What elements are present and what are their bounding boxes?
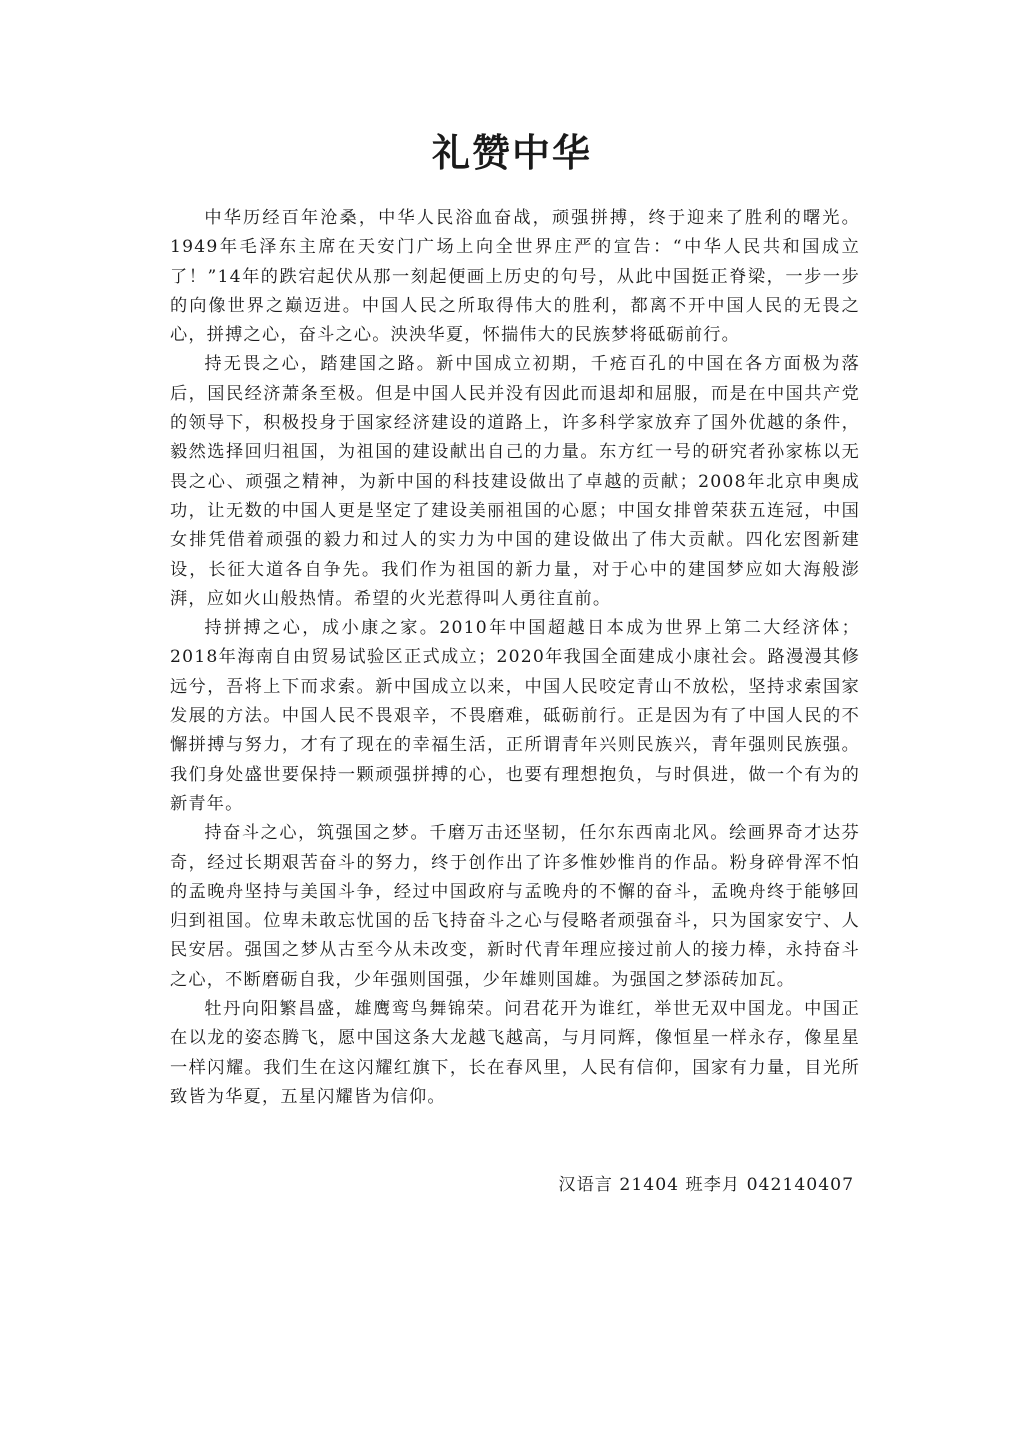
paragraph-striving-heart: 持拼搏之心，成小康之家。2010年中国超越日本成为世界上第二大经济体；2018年海南自由贸易试验区正式成立；2020年我国全面建成小康社会。路漫漫其修远兮，吾将上下而求索。新中国成立以来，中国人民咬定青山不放松，坚持求索国家发展的方法。中国人民不畏艰辛，不畏磨难，砥砺前行。正是因为有了中国人民的不懈拼搏与努力，才有了现在的幸福生活，正所谓青年兴则民族兴，青年强则民族强。我们身处盛世要保持一颗顽强拼搏的心，也要有理想抱负，与时俱进，做一个有为的新青年。 [170, 618, 860, 814]
paragraph-fearless-heart: 持无畏之心，踏建国之路。新中国成立初期，千疮百孔的中国在各方面极为落后，国民经济萧条至极。但是中国人民并没有因此而退却和屈服，而是在中国共产党的领导下，积极投身于国家经济建设的道路上，许多科学家放弃了国外优越的条件，毅然选择回归祖国，为祖国的建设献出自己的力量。东方红一号的研究者孙家栋以无畏之心、顽强之精神，为新中国的科技建设做出了卓越的贡献；2008年北京申奥成功，让无数的中国人更是坚定了建设美丽祖国的心愿；中国女排曾荣获五连冠，中国女排凭借着顽强的毅力和过人的实力为中国的建设做出了伟大贡献。四化宏图新建设，长征大道各自争先。我们作为祖国的新力量，对于心中的建国梦应如大海般澎湃，应如火山般热情。希望的火光惹得叫人勇往直前。 [170, 354, 860, 609]
paragraph-struggling-heart: 持奋斗之心，筑强国之梦。千磨万击还坚韧，任尔东西南北风。绘画界奇才达芬奇，经过长期艰苦奋斗的努力，终于创作出了许多惟妙惟肖的作品。粉身碎骨浑不怕的孟晚舟坚持与美国斗争，经过中国政府与孟晚舟的不懈的奋斗，孟晚舟终于能够回归到祖国。位卑未敢忘忧国的岳飞持奋斗之心与侵略者顽强奋斗，只为国家安宁、人民安居。强国之梦从古至今从未改变，新时代青年理应接过前人的接力棒，永持奋斗之心，不断磨砺自我，少年强则国强，少年雄则国雄。为强国之梦添砖加瓦。 [170, 823, 860, 990]
paragraph-intro: 中华历经百年沧桑，中华人民浴血奋战，顽强拼搏，终于迎来了胜利的曙光。1949年毛泽东主席在天安门广场上向全世界庄严的宣告：“中华人民共和国成立了！”14年的跌宕起伏从那一刻起便画上历史的句号，从此中国挺正脊梁，一步一步的向像世界之巅迈进。中国人民之所取得伟大的胜利，都离不开中国人民的无畏之心，拼搏之心，奋斗之心。泱泱华夏，怀揣伟大的民族梦将砥砺前行。 [170, 208, 860, 346]
document-title: 礼赞中华 [431, 131, 592, 175]
author-signature: 汉语言 21404 班李月 042140407 [558, 1175, 854, 1195]
essay-body [170, 204, 860, 1112]
paragraph-conclusion: 牡丹向阳繁昌盛，雄鹰鸾鸟舞锦荣。问君花开为谁红，举世无双中国龙。中国正在以龙的姿态腾飞，愿中国这条大龙越飞越高，与月同辉，像恒星一样永存，像星星一样闪耀。我们生在这闪耀红旗下，长在春风里，人民有信仰，国家有力量，目光所致皆为华夏，五星闪耀皆为信仰。 [170, 999, 860, 1107]
